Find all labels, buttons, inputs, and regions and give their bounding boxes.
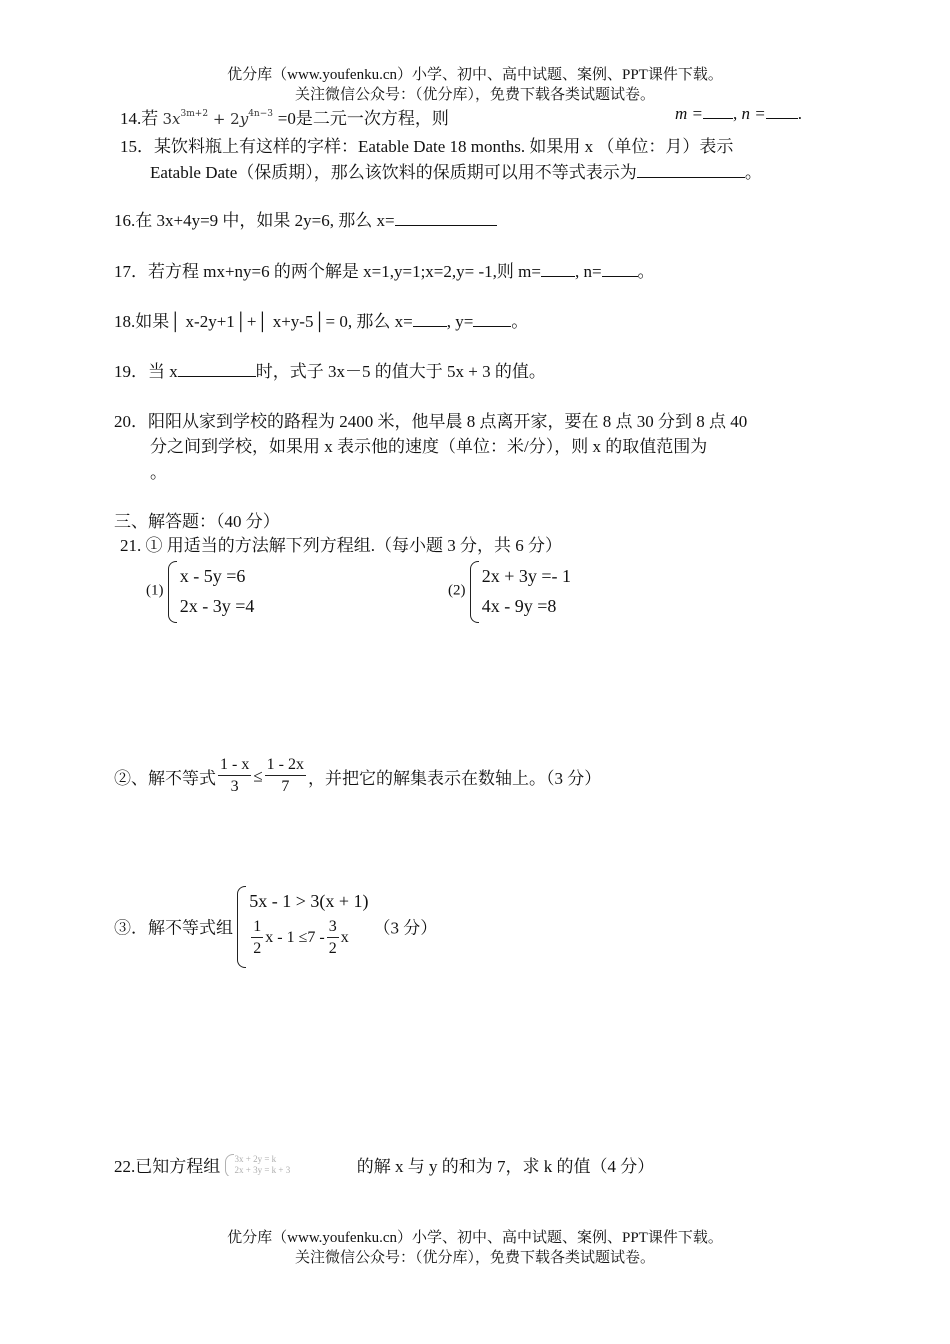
q16-text: 16.在 3x+4y=9 中，如果 2y=6, 那么 x= xyxy=(114,211,395,230)
q21-part3-eq1: 5x - 1 > 3(x + 1) xyxy=(249,891,369,911)
q21-part3-suffix: （3 分） xyxy=(373,918,438,938)
brace-icon xyxy=(237,886,246,968)
q17-text-b: n= xyxy=(583,262,602,281)
q21-sys1-eq1: x - 5y =6 xyxy=(179,566,246,586)
question-20-line-3: 。 xyxy=(150,463,167,482)
q21-sys2-eq1: 2x + 3y =- 1 xyxy=(481,566,572,586)
question-17: 17．若方程 mx+ny=6 的两个解是 x=1,y=1;x=2,y= -1,则 m= , n= 。 xyxy=(114,262,655,281)
q22-eq2: 2x + 3y = k + 3 xyxy=(234,1164,291,1175)
question-15-line-1: 15．某饮料瓶上有这样的字样：Eatable Date 18 months. 如果用 x （单位：月）表示 xyxy=(120,137,734,156)
question-21-part-1: 21. ① 用适当的方法解下列方程组.（每小题 3 分，共 6 分） xyxy=(120,536,562,555)
q21-part3-eq2-end: x xyxy=(340,929,349,946)
q22-prefix: 22.已知方程组 xyxy=(114,1157,221,1176)
q21-system-1 xyxy=(146,561,278,621)
q21-sys2-label: (2) xyxy=(448,582,466,599)
footer-line-1: 优分库（www.youfenku.cn）小学、初中、高中试题、案例、PPT课件下载。 xyxy=(227,1230,723,1246)
q22-suffix: 的解 x 与 y 的和为 7，求 k 的值（4 分） xyxy=(356,1157,655,1176)
q17-text-a: 17．若方程 mx+ny=6 的两个解是 x=1,y=1;x=2,y= -1,则 m= xyxy=(114,262,541,281)
fraction-numerator: 1 - x xyxy=(218,755,251,776)
q21-sys1-equations xyxy=(168,561,278,621)
q14-exponent-2: 4n−3 xyxy=(248,109,273,119)
q21-part2-le: ≤ xyxy=(253,766,263,786)
q21-sys2-eq2: 4x - 9y =8 xyxy=(481,596,557,616)
q21-sys1-label: (1) xyxy=(146,582,164,599)
fraction-denominator: 2 xyxy=(253,939,262,957)
q21-part3-system xyxy=(237,886,369,966)
q14-n-blank[interactable] xyxy=(766,104,798,119)
question-15-line-2: Eatable Date（保质期），那么该饮料的保质期可以用不等式表示为 。 xyxy=(150,163,762,182)
q14-answers: m = , n = . xyxy=(675,104,802,123)
q19-text-a: 19．当 x xyxy=(114,362,178,381)
fraction-denominator: 2 xyxy=(328,939,337,957)
question-16 xyxy=(114,206,497,231)
q18-text-b: y= xyxy=(455,312,474,331)
question-20-line-2: 分之间到学校，如果用 x 表示他的速度（单位：米/分），则 x 的取值范围为 xyxy=(150,437,708,456)
q16-blank[interactable] xyxy=(395,211,497,226)
q21-sys2-equations xyxy=(470,561,600,621)
q21-part3-eq2-mid: x - 1 ≤7 - xyxy=(265,929,325,946)
q17-m-blank[interactable] xyxy=(541,262,575,277)
fraction-numerator: 1 - 2x xyxy=(265,755,306,776)
fraction-numerator: 1 xyxy=(251,917,263,938)
question-14: 14.若 $3x^{3m+2} + 2y^{4n-3} =0$是二元一次方程，则 xyxy=(120,109,449,128)
q14-mid: =0是二元一次方程，则 xyxy=(277,109,449,128)
section-3-title: 三、解答题：（40 分） xyxy=(114,512,280,531)
q22-system xyxy=(225,1154,353,1176)
q21-sys1-eq2: 2x - 3y =4 xyxy=(179,596,255,616)
q14-prefix: 14.若 xyxy=(120,109,159,128)
q21-system-2 xyxy=(448,561,600,621)
fraction-denominator: 3 xyxy=(230,778,239,795)
header-line-2: 关注微信公众号：（优分库），免费下载各类试题试卷。 xyxy=(294,87,655,103)
fraction-denominator: 7 xyxy=(281,778,290,795)
q21-part2-fraction-2 xyxy=(265,755,306,798)
question-21-part-2 xyxy=(114,755,601,798)
fraction-numerator: 3 xyxy=(327,917,339,938)
q21-part2-suffix: ，并把它的解集表示在数轴上。（3 分） xyxy=(308,769,602,788)
question-19 xyxy=(114,357,546,382)
q21-part2-fraction-1 xyxy=(218,755,251,798)
q17-n-blank[interactable] xyxy=(602,262,638,277)
q18-text-a: 18.如果│ x-2y+1│+│ x+y-5│= 0, 那么 x= xyxy=(114,312,413,331)
question-22 xyxy=(114,1152,654,1177)
question-18: 18.如果│ x-2y+1│+│ x+y-5│= 0, 那么 x= , y= 。 xyxy=(114,312,529,331)
q15-text: Eatable Date（保质期），那么该饮料的保质期可以用不等式表示为 xyxy=(150,163,637,182)
question-20-line-1: 20．阳阳从家到学校的路程为 2400 米，他早晨 8 点离开家，要在 8 点 30 分到 8 点 40 xyxy=(114,412,748,431)
q19-blank[interactable] xyxy=(178,362,256,377)
q14-m-blank[interactable] xyxy=(703,104,733,119)
question-21-part-3 xyxy=(114,886,437,966)
brace-icon xyxy=(168,561,177,623)
q18-y-blank[interactable] xyxy=(473,312,511,327)
q21-part3-eq2 xyxy=(237,916,369,960)
q14-exponent-1: 3m+2 xyxy=(180,109,209,119)
q18-x-blank[interactable] xyxy=(413,312,447,327)
q22-eq1: 3x + 2y = k xyxy=(234,1153,277,1164)
brace-icon xyxy=(225,1154,234,1176)
q21-part3-frac-a xyxy=(251,917,263,960)
q21-part3-frac-b xyxy=(327,917,339,960)
q21-part3-prefix: ③．解不等式组 xyxy=(114,918,233,938)
q14-n-label: n = xyxy=(741,104,766,123)
brace-icon xyxy=(470,561,479,623)
q14-m-label: m = xyxy=(675,104,703,123)
footer-line-2: 关注微信公众号：（优分库），免费下载各类试题试卷。 xyxy=(294,1250,655,1266)
q21-part2-prefix: ②、解不等式 xyxy=(114,769,216,788)
q15-blank[interactable] xyxy=(637,163,745,178)
header-line-1: 优分库（www.youfenku.cn）小学、初中、高中试题、案例、PPT课件下载。 xyxy=(227,67,723,83)
q19-text-b: 时，式子 3x－5 的值大于 5x + 3 的值。 xyxy=(255,362,546,381)
